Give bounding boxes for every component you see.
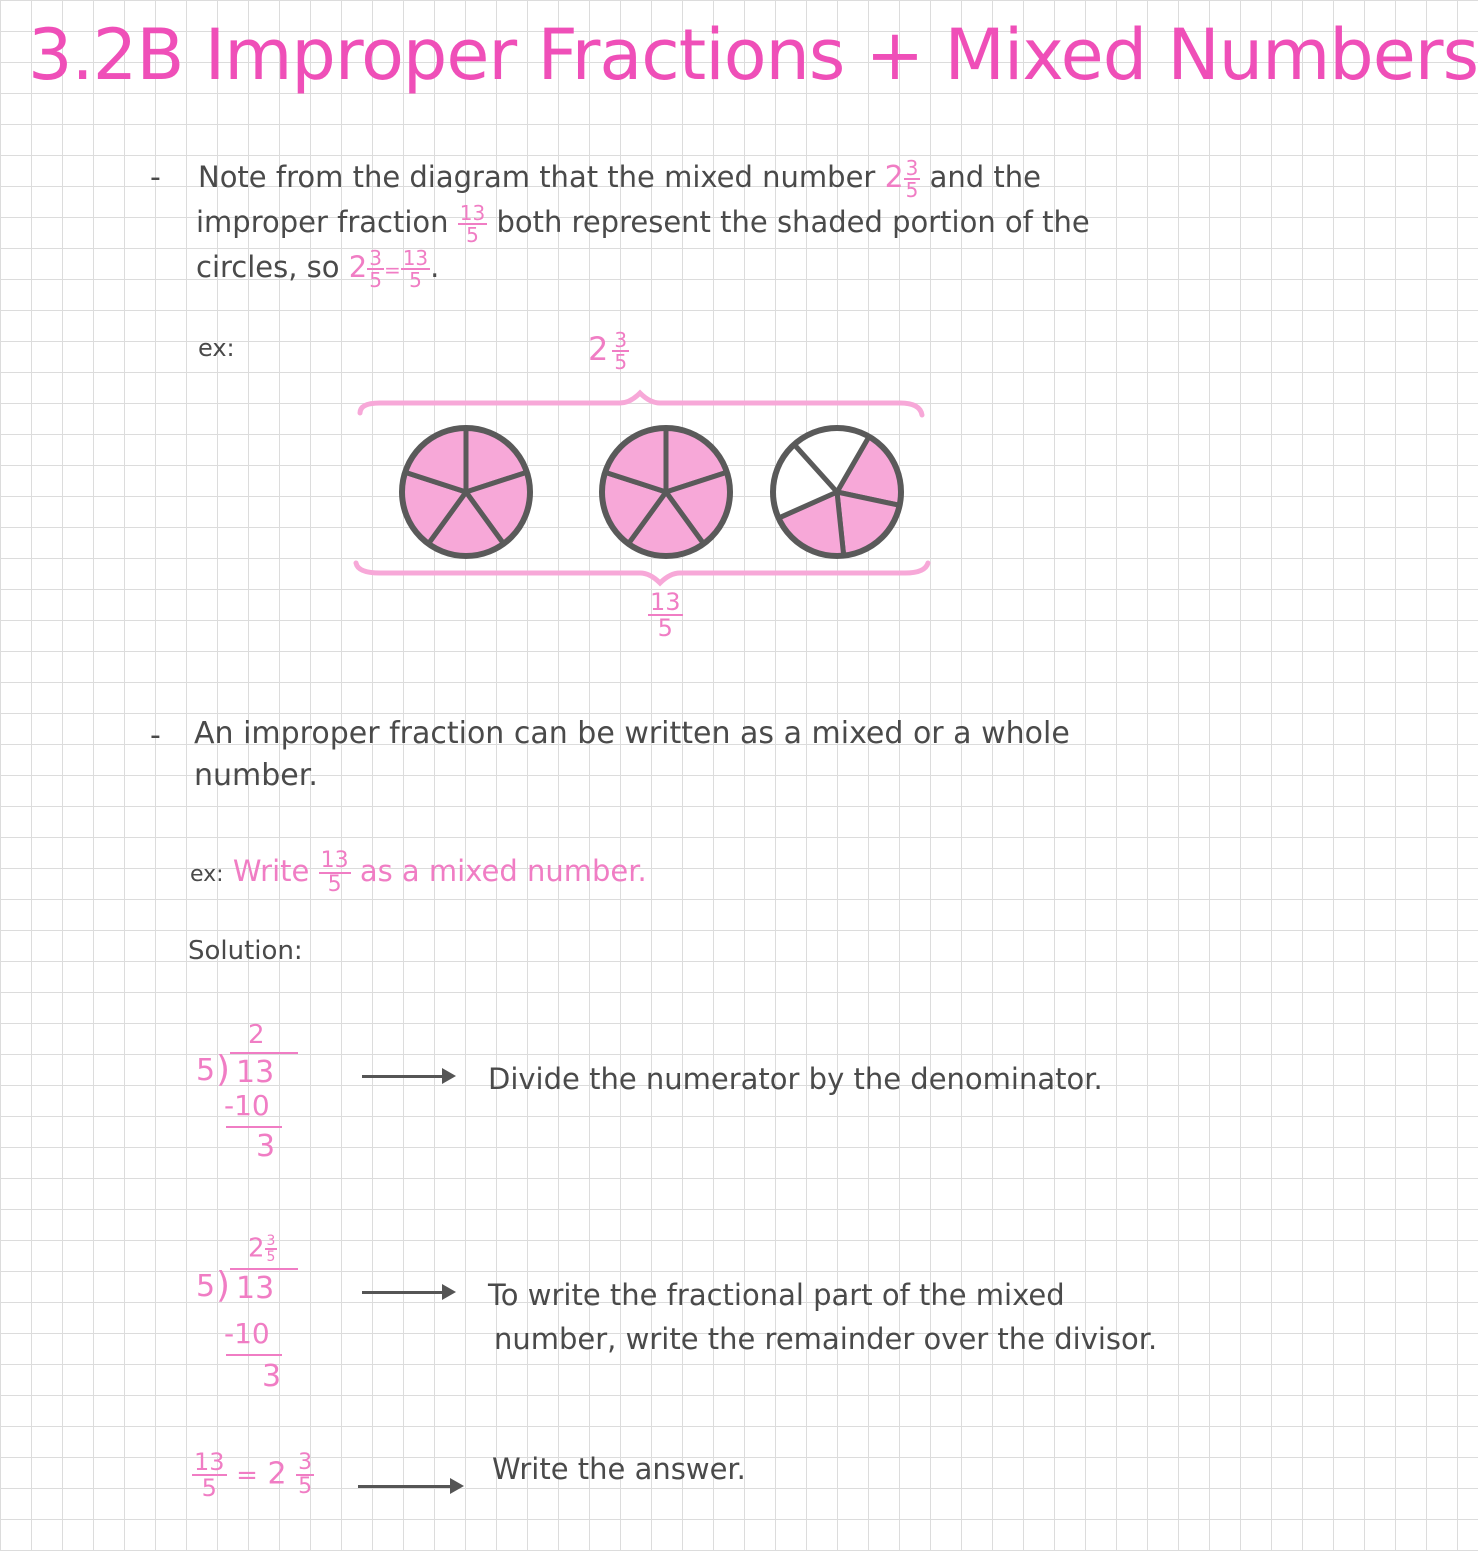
dividend: 13 (236, 1271, 275, 1306)
answer-expression (192, 1450, 314, 1500)
diagram-top-label: 2 $\frac{3}{5}$ (588, 328, 628, 374)
division-bar (230, 1268, 298, 1270)
arrow (362, 1291, 442, 1294)
note-text: both represent the shaded portion of the (496, 205, 1090, 239)
answer-fraction: $\frac{3}{5}$ (298, 1450, 313, 1499)
note-1-line-3 (196, 248, 439, 290)
example-2 (190, 850, 647, 896)
solution-label: Solution: (188, 936, 303, 966)
note-text: and the (929, 160, 1041, 194)
arrow (362, 1075, 442, 1078)
remainder: 3 (262, 1359, 282, 1394)
note-1-line-2 (196, 203, 1090, 245)
step-2-line-1: To write the fractional part of the mixed (488, 1278, 1065, 1312)
prompt-text: as a mixed number. (359, 854, 647, 888)
prompt-fraction: $\frac{13}{5}$ (320, 848, 349, 897)
answer-lhs-fraction: $\frac{13}{5}$ (194, 1448, 225, 1502)
period: . (430, 250, 440, 284)
dividend: 13 (236, 1055, 275, 1090)
fraction-circle (773, 428, 901, 556)
fraction-circle (402, 428, 530, 556)
step-3-text: Write the answer. (492, 1452, 746, 1486)
mixed-whole: 2 (884, 160, 904, 195)
diagram-bottom-label: $\frac{13}{5}$ (650, 588, 681, 642)
bullet-dash: - (150, 160, 161, 195)
division-bar (230, 1052, 298, 1054)
note-2-line-1: An improper fraction can be written as a mixed or a whole (194, 716, 1070, 751)
bottom-brace (356, 563, 928, 583)
quotient: 2 (248, 1020, 265, 1050)
note-text: improper fraction (196, 205, 449, 239)
note-2-line-2: number. (194, 758, 318, 793)
arrow-head (450, 1478, 464, 1494)
long-division-2 (196, 1232, 316, 1402)
note-text: circles, so (196, 250, 340, 284)
note-1-line-1 (198, 158, 1041, 200)
long-division-1 (196, 1020, 306, 1180)
fraction-circle (602, 428, 730, 556)
example-label: ex: (190, 862, 224, 887)
remainder: 3 (256, 1129, 276, 1164)
subtract-bar (226, 1354, 282, 1356)
step-2-line-2: number, write the remainder over the divisor. (494, 1322, 1158, 1356)
eq-whole: 2 (348, 250, 368, 284)
step-1-text: Divide the numerator by the denominator. (488, 1062, 1103, 1096)
eq-fraction-1: $\frac{3}{5}$ (369, 246, 382, 292)
subtract: -10 (224, 1317, 270, 1350)
improper-fraction: $\frac{13}{5}$ (459, 201, 486, 247)
division-bracket: ) (216, 1265, 231, 1306)
arrow (358, 1485, 450, 1488)
bullet-dash: - (150, 718, 161, 753)
page-title: 3.2B Improper Fractions + Mixed Numbers (28, 14, 1478, 96)
answer-whole: 2 (267, 1456, 287, 1492)
mixed-fraction: $\frac{3}{5}$ (905, 156, 919, 202)
quotient: 2 $\frac{3}{5}$ (248, 1233, 276, 1265)
divisor: 5 (196, 1269, 216, 1304)
answer-equals: = (236, 1460, 258, 1491)
divisor: 5 (196, 1053, 216, 1088)
subtract-bar (226, 1126, 282, 1128)
subtract: -10 (224, 1089, 270, 1122)
fraction-circles-diagram (340, 385, 940, 590)
top-brace (360, 393, 922, 415)
note-text: Note from the diagram that the mixed number (198, 160, 876, 194)
example-label: ex: (198, 334, 235, 362)
prompt-text: Write (232, 854, 310, 888)
arrow-head (442, 1068, 456, 1084)
equals-sign: = (383, 258, 401, 282)
eq-fraction-2: $\frac{13}{5}$ (402, 246, 429, 292)
division-bracket: ) (216, 1049, 231, 1090)
arrow-head (442, 1284, 456, 1300)
